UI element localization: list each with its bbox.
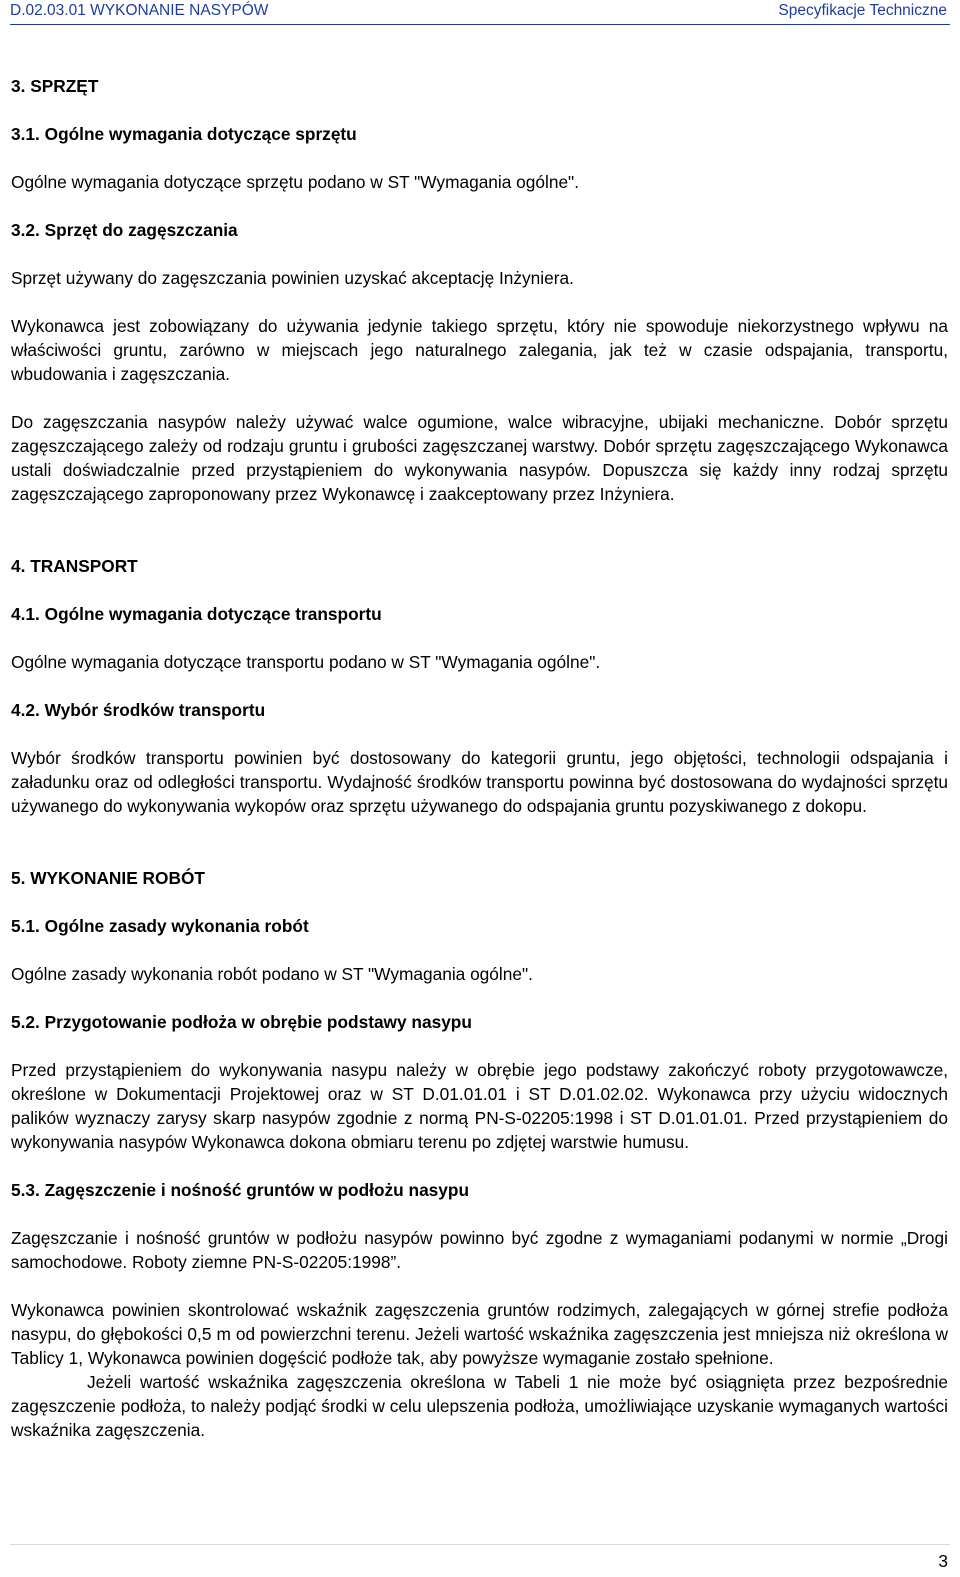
paragraph-3-2-b: Wykonawca jest zobowiązany do używania jedynie takiego sprzętu, który nie spowoduje niekorzystnego wpływu na właściwości gruntu, zarówno w miejscach jego naturalnego zalegania, jak też w czasie odspajania, transportu, wbudowania i zagęszczania. (11, 316, 948, 384)
paragraph-3-2-a: Sprzęt używany do zagęszczania powinien uzyskać akceptację Inżyniera. (11, 268, 574, 288)
paragraph-3-1: Ogólne wymagania dotyczące sprzętu podano w ST "Wymagania ogólne". (11, 172, 579, 192)
spacer (11, 506, 948, 530)
paragraph-3-2-c: Do zagęszczania nasypów należy używać walce ogumione, walce wibracyjne, ubijaki mechaniczne. Dobór sprzętu zagęszczającego zależy od rodzaju gruntu i grubości zagęszczanej warstwy. Dobór sprzętu zagęszczającego Wykonawca ustali doświadczalnie przed przystąpieniem do wykonywania nasypów. Dopuszcza się każdy inny rodzaj sprzętu zagęszczającego zaproponowany przez Wykonawcę i zaakceptowany przez Inżyniera. (11, 412, 948, 504)
paragraph-5-3-b: Wykonawca powinien skontrolować wskaźnik zagęszczenia gruntów rodzimych, zalegających w górnej strefie podłoża nasypu, do głębokości 0,5 m od powierzchni terenu. Jeżeli wartość wskaźnika zagęszczenia jest mniejsza niż określona w Tablicy 1, Wykonawca powinien dogęścić podłoże tak, aby powyższe wymaganie zostało spełnione. (11, 1300, 948, 1368)
section-heading-5: 5. WYKONANIE ROBÓT (11, 868, 205, 888)
paragraph-4-2: Wybór środków transportu powinien być dostosowany do kategorii gruntu, jego objętości, technologii odspajania i załadunku oraz od odległości transportu. Wydajność środków transportu powinna być dostosowana do wydajności sprzętu używanego do wykonywania wykopów oraz sprzętu używanego do odspajania gruntu pozyskiwanego z dokopu. (11, 748, 948, 816)
document-body (11, 74, 948, 1442)
subsection-heading-5-2: 5.2. Przygotowanie podłoża w obrębie podstawy nasypu (11, 1012, 472, 1032)
subsection-heading-4-1: 4.1. Ogólne wymagania dotyczące transportu (11, 604, 382, 624)
paragraph-5-2: Przed przystąpieniem do wykonywania nasypu należy w obrębie jego podstawy zakończyć roboty przygotowawcze, określone w Dokumentacji Projektowej oraz w ST D.01.01.01 i ST D.01.02.02. Wykonawca przy użyciu widocznych palików wyznaczy zarysy skarp nasypów zgodnie z normą PN-S-02205:1998 i ST D.01.01.01. Przed przystąpieniem do wykonywania nasypów Wykonawca dokona obmiaru terenu po zdjętej warstwie humusu. (11, 1060, 948, 1152)
subsection-heading-5-1: 5.1. Ogólne zasady wykonania robót (11, 916, 309, 936)
subsection-heading-3-1: 3.1. Ogólne wymagania dotyczące sprzętu (11, 124, 357, 144)
paragraph-5-3-c: Jeżeli wartość wskaźnika zagęszczenia określona w Tabeli 1 nie może być osiągnięta przez bezpośrednie zagęszczenie podłoża, to należy podjąć środki w celu ulepszenia podłoża, umożliwiające uzyskanie wymaganych wartości wskaźnika zagęszczenia. (11, 1372, 948, 1440)
paragraph-5-1: Ogólne zasady wykonania robót podano w ST "Wymagania ogólne". (11, 964, 533, 984)
paragraph-4-1: Ogólne wymagania dotyczące transportu podano w ST "Wymagania ogólne". (11, 652, 601, 672)
page-header (0, 0, 960, 22)
spacer (11, 842, 948, 866)
section-heading-3: 3. SPRZĘT (11, 76, 99, 96)
page-number: 3 (938, 1551, 948, 1571)
section-heading-4: 4. TRANSPORT (11, 556, 138, 576)
spacer (11, 818, 948, 842)
spacer (11, 530, 948, 554)
document-code-title: D.02.03.01 WYKONANIE NASYPÓW (10, 2, 269, 19)
paragraph-5-3-a: Zagęszczanie i nośność gruntów w podłożu nasypów powinno być zgodne z wymaganiami podanymi w normie „Drogi samochodowe. Roboty ziemne PN-S-02205:1998”. (11, 1228, 948, 1272)
document-type-label: Specyfikacje Techniczne (778, 2, 947, 19)
subsection-heading-5-3: 5.3. Zagęszczenie i nośność gruntów w podłożu nasypu (11, 1180, 470, 1200)
footer-divider (10, 1544, 950, 1545)
subsection-heading-3-2: 3.2. Sprzęt do zagęszczania (11, 220, 238, 240)
subsection-heading-4-2: 4.2. Wybór środków transportu (11, 700, 266, 720)
header-divider (10, 24, 950, 25)
